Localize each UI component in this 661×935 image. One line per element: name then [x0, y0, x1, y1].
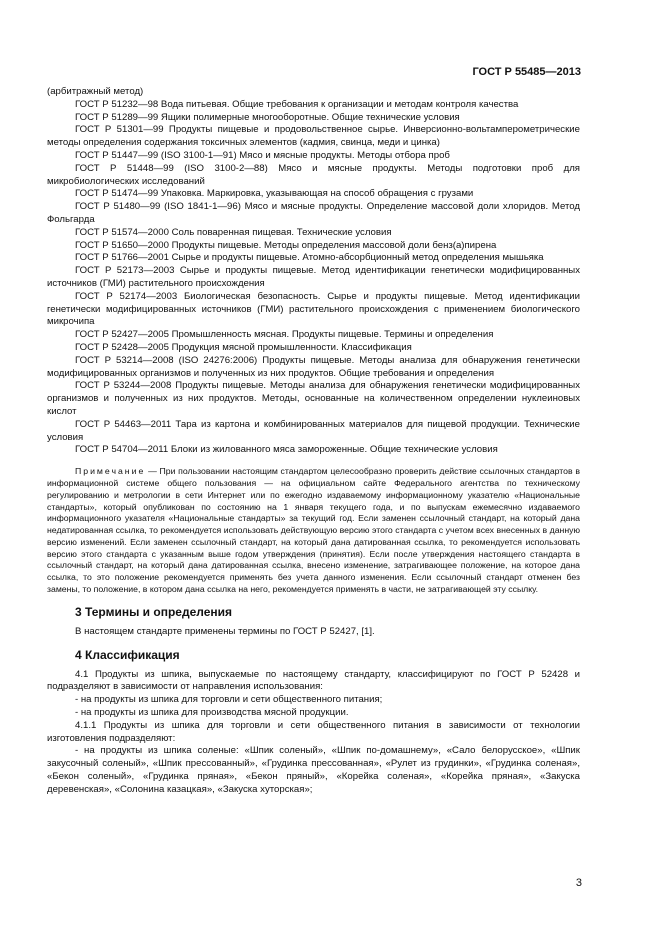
reference-note [47, 466, 580, 596]
reference-item: ГОСТ Р 54704—2011 Блоки из жилованного мяса замороженные. Общие технические условия [75, 444, 498, 456]
reference-item: ГОСТ Р 51289—99 Ящики полимерные многооборотные. Общие технические условия [75, 111, 460, 123]
clause-4-1-item: - на продукты из шпика для торговли и сети общественного питания; [75, 694, 383, 706]
clause-4-1-1-item: - на продукты из шпика соленые: «Шпик соленый», «Шпик по-домашнему», «Сало белорусское», «Шпик закусочный соленый», «Шпик прессованный», «Грудинка прессованная», «Рулет из грудинки», «Грудинка соленая», «Бекон соленый», «Грудинка пряная», «Бекон пряный», «Корейка соленая», «Корейка пряная», «Закуска деревенская», «Солонина казацкая», «Закуска хуторская»; [47, 745, 580, 795]
reference-item: ГОСТ Р 51474—99 Упаковка. Маркировка, указывающая на способ обращения с грузами [75, 188, 474, 200]
section-3-text: В настоящем стандарте применены термины по ГОСТ Р 52427, [1]. [75, 625, 375, 637]
reference-item: ГОСТ Р 51480—99 (ISO 1841-1—96) Мясо и мясные продукты. Определение массовой доли хлоридов. Метод Фольгарда [47, 201, 580, 225]
reference-item: ГОСТ Р 53214—2008 (ISO 24276:2006) Продукты пищевые. Методы анализа для обнаружения генетически модифицированных организмов и полученных из них продуктов. Общие требования и определения [47, 354, 580, 379]
reference-item: ГОСТ Р 51448—99 (ISO 3100-2—88) Мясо и мясные продукты. Методы подготовки проб для микробиологических исследований [47, 162, 580, 187]
reference-item: ГОСТ Р 52173—2003 Сырье и продукты пищевые. Метод идентификации генетически модифицированных источников (ГМИ) растительного происхождения [47, 265, 580, 289]
reference-item: ГОСТ Р 54463—2011 Тара из картона и комбинированных материалов для пищевой продукции. Технические условия [47, 418, 580, 443]
reference-item: ГОСТ Р 51650—2000 Продукты пищевые. Методы определения массовой доли бенз(а)пирена [75, 239, 497, 251]
clause-4-1-item: - на продукты из шпика для производства мясной продукции. [75, 707, 349, 719]
reference-item: ГОСТ Р 52428—2005 Продукция мясной промышленности. Классификация [75, 341, 412, 353]
clause-4-1: 4.1 Продукты из шпика, выпускаемые по настоящему стандарту, классифицируют по ГОСТ Р 52428 и подразделяют в зависимости от направления использования: [47, 668, 580, 693]
reference-item: ГОСТ Р 52427—2005 Промышленность мясная. Продукты пищевые. Термины и определения [75, 329, 494, 341]
section-3-heading: 3 Термины и определения [75, 604, 233, 619]
document-code-header: ГОСТ Р 55485—2013 [472, 66, 581, 78]
reference-item: ГОСТ Р 52174—2003 Биологическая безопасность. Сырье и продукты пищевые. Метод идентификации генетически модифицированных источников (ГМИ) растительного происхождения с применением биологического микрочипа [47, 290, 580, 328]
note-label: Примечание [75, 466, 146, 477]
reference-item: ГОСТ Р 51232—98 Вода питьевая. Общие требования к организации и методам контроля качества [75, 98, 519, 110]
clause-4-1-1: 4.1.1 Продукты из шпика для торговли и сети общественного питания в зависимости от технологии изготовления подразделяют: [47, 719, 580, 744]
section-4-heading: 4 Классификация [75, 647, 180, 662]
page-number: 3 [575, 877, 582, 889]
reference-item: ГОСТ Р 51574—2000 Соль поваренная пищевая. Технические условия [75, 226, 392, 238]
note-text: — При пользовании настоящим стандартом целесообразно проверить действие ссылочных стандартов в информационной системе общего пользования — на официальном сайте Федерального агентства по техническому регулированию и метрологии в сети Интернет или по ежегодно издаваемому информационному указателю «Национальные стандарты», который опубликован по состоянию на 1 января текущего года, и по выпускам ежемесячно издаваемого информационного указателя «Национальные стандарты» за текущий год. Если заменен ссылочный стандарт, на который дана недатированная ссылка, то рекомендуется использовать действующую версию этого стандарта с учетом всех внесенных в данную версию изменений. Если заменен ссылочный стандарт, на который дана датированная ссылка, то рекомендуется использовать версию этого стандарта с указанным выше годом утверждения (принятия). Если после утверждения настоящего стандарта в ссылочный стандарт, на который дана датированная ссылка, внесено изменение, затрагивающее положение, на которое дана ссылка, то это положение рекомендуется применять без учета данного изменения. Если ссылочный стандарт отменен без замены, то положение, в котором дана ссылка на него, рекомендуется применять в части, не затрагивающей эту ссылку. [47, 466, 580, 595]
reference-continuation: (арбитражный метод) [47, 86, 144, 97]
reference-item: ГОСТ Р 51301—99 Продукты пищевые и продовольственное сырье. Инверсионно-вольтамперометрические методы определения содержания токсичных элементов (кадмия, свинца, меди и цинка) [47, 124, 580, 149]
reference-item: ГОСТ Р 53244—2008 Продукты пищевые. Методы анализа для обнаружения генетически модифицированных организмов и полученных из них продуктов. Методы, основанные на количественном определении нуклеиновых кислот [47, 380, 580, 417]
reference-item: ГОСТ Р 51766—2001 Сырье и продукты пищевые. Атомно-абсорбционный метод определения мышьяка [75, 252, 544, 264]
reference-item: ГОСТ Р 51447—99 (ISO 3100-1—91) Мясо и мясные продукты. Методы отбора проб [75, 149, 450, 161]
page-content [47, 86, 580, 797]
